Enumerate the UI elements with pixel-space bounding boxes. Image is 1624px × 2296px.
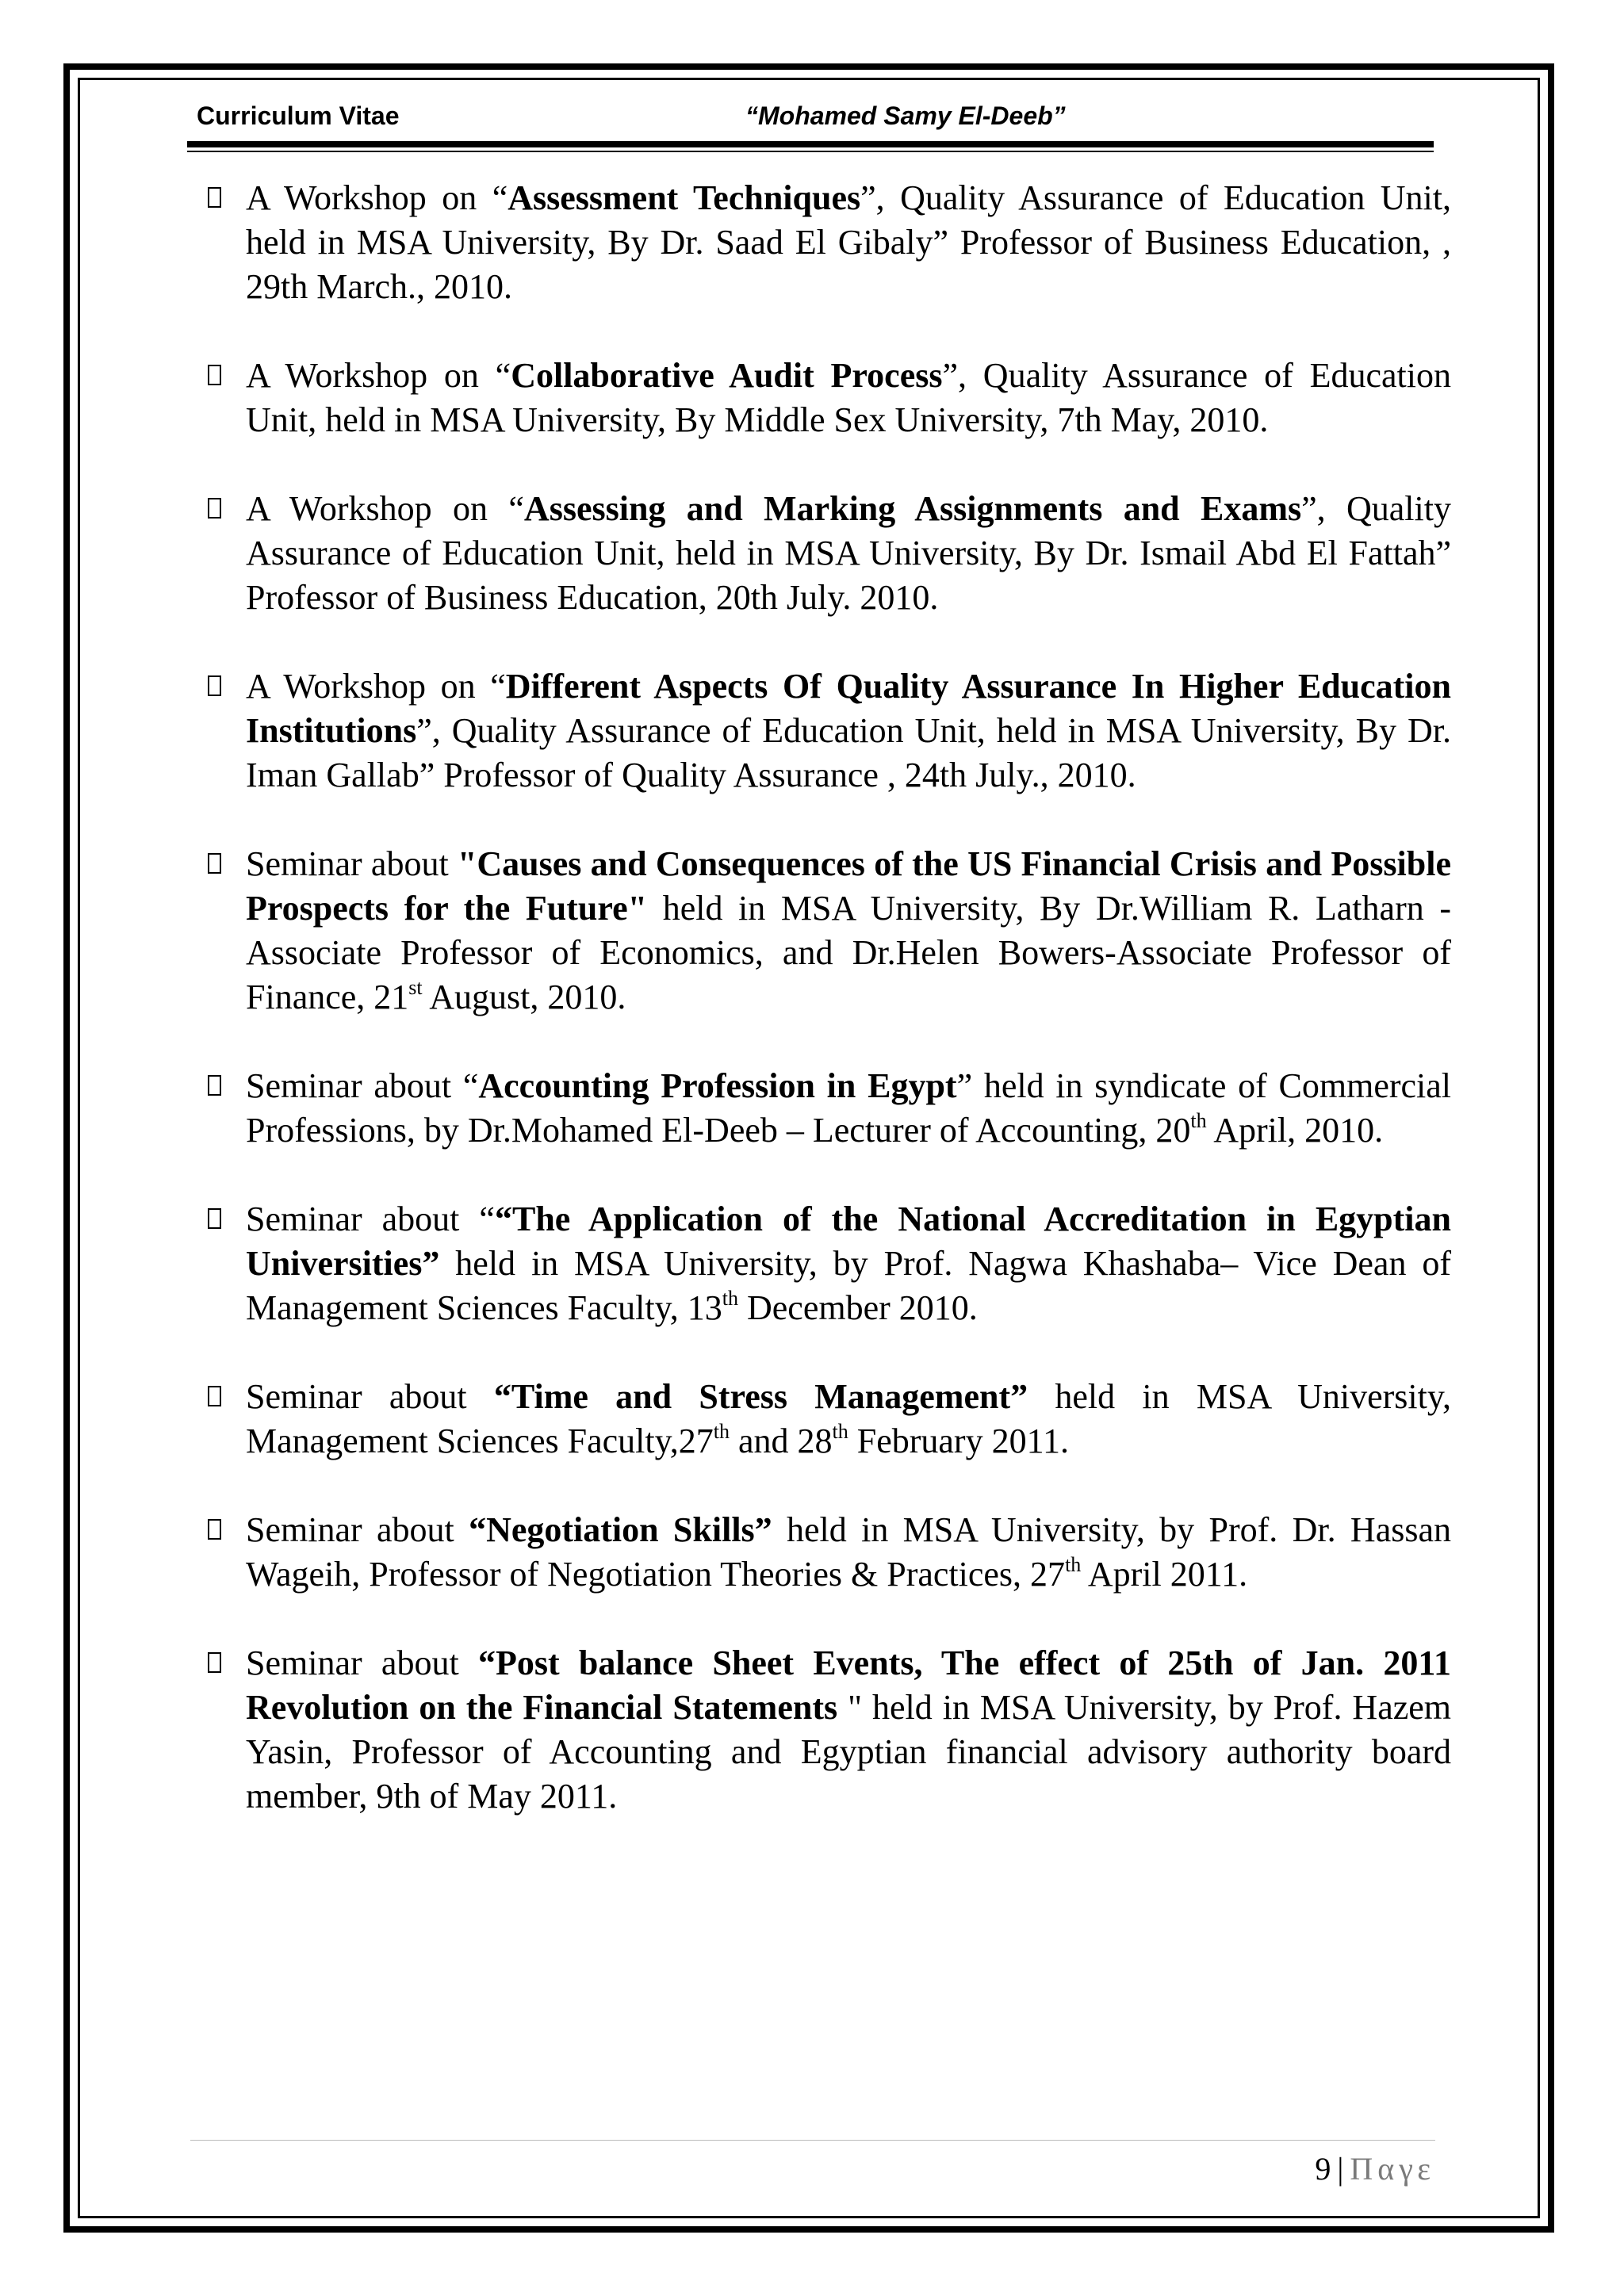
list-item: Seminar about “Accounting Profession in Egypt” held in syndicate of Commercial Professions, by Dr.Mohamed El-Deeb – Lecturer of Accounting, 20th April, 2010. [214,1064,1451,1153]
list-item: A Workshop on “Collaborative Audit Process”, Quality Assurance of Education Unit, held in MSA University, By Middle Sex University, 7th May, 2010. [214,354,1451,442]
header-rule-thick [187,141,1434,147]
list-item: Seminar about “Time and Stress Management” held in MSA University, Management Sciences Faculty,27th and 28th February 2011. [214,1375,1451,1464]
list-item: Seminar about ““The Application of the National Accreditation in Egyptian Universities” held in MSA University, by Prof. Nagwa Khashaba– Vice Dean of Management Sciences Faculty, 13th December 2010. [214,1197,1451,1330]
list-item: A Workshop on “Assessing and Marking Assignments and Exams”, Quality Assurance of Education Unit, held in MSA University, By Dr. Ismail Abd El Fattah” Professor of Business Education, 20th July. 2010. [214,487,1451,620]
header-rule-thin [187,151,1434,152]
list-item: Seminar about “Negotiation Skills” held in MSA University, by Prof. Dr. Hassan Wageih, Professor of Negotiation Theories & Practices, 27th April 2011. [214,1508,1451,1597]
bullet-icon [208,1208,221,1229]
page-number: 9 [1315,2151,1331,2187]
document-body [214,176,1451,1819]
header-author: “Mohamed Samy El-Deeb” [745,101,1066,130]
bullet-icon [208,1386,221,1406]
footer-separator: | [1337,2151,1344,2187]
list-item: Seminar about “Post balance Sheet Events, The effect of 25th of Jan. 2011 Revolution on the Financial Statements " held in MSA University, by Prof. Hazem Yasin, Professor of Accounting and Egyptian financial advisory authority board member, 9th of May 2011. [214,1641,1451,1819]
header-title: Curriculum Vitae [197,101,400,130]
list-item: A Workshop on “Different Aspects Of Quality Assurance In Higher Education Institutions”, Quality Assurance of Education Unit, held in MSA University, By Dr. Iman Gallab” Professor of Quality Assurance , 24th July., 2010. [214,664,1451,798]
bullet-icon [208,675,221,696]
bullet-icon [208,365,221,385]
bullet-icon [208,1652,221,1673]
bullet-icon [208,1075,221,1096]
bullet-icon [208,1519,221,1540]
bullet-icon [208,187,221,208]
bullet-icon [208,498,221,519]
footer-rule [190,2140,1435,2141]
page-header [190,94,1435,135]
page-footer [1253,2150,1435,2187]
bullet-icon [208,853,221,874]
page-label: Παγε [1350,2151,1435,2187]
list-item: A Workshop on “Assessment Techniques”, Quality Assurance of Education Unit, held in MSA University, By Dr. Saad El Gibaly” Professor of Business Education, , 29th March., 2010. [214,176,1451,309]
list-item: Seminar about "Causes and Consequences of the US Financial Crisis and Possible Prospects for the Future" held in MSA University, By Dr.William R. Latharn -Associate Professor of Economics, and Dr.Helen Bowers-Associate Professor of Finance, 21st August, 2010. [214,842,1451,1020]
